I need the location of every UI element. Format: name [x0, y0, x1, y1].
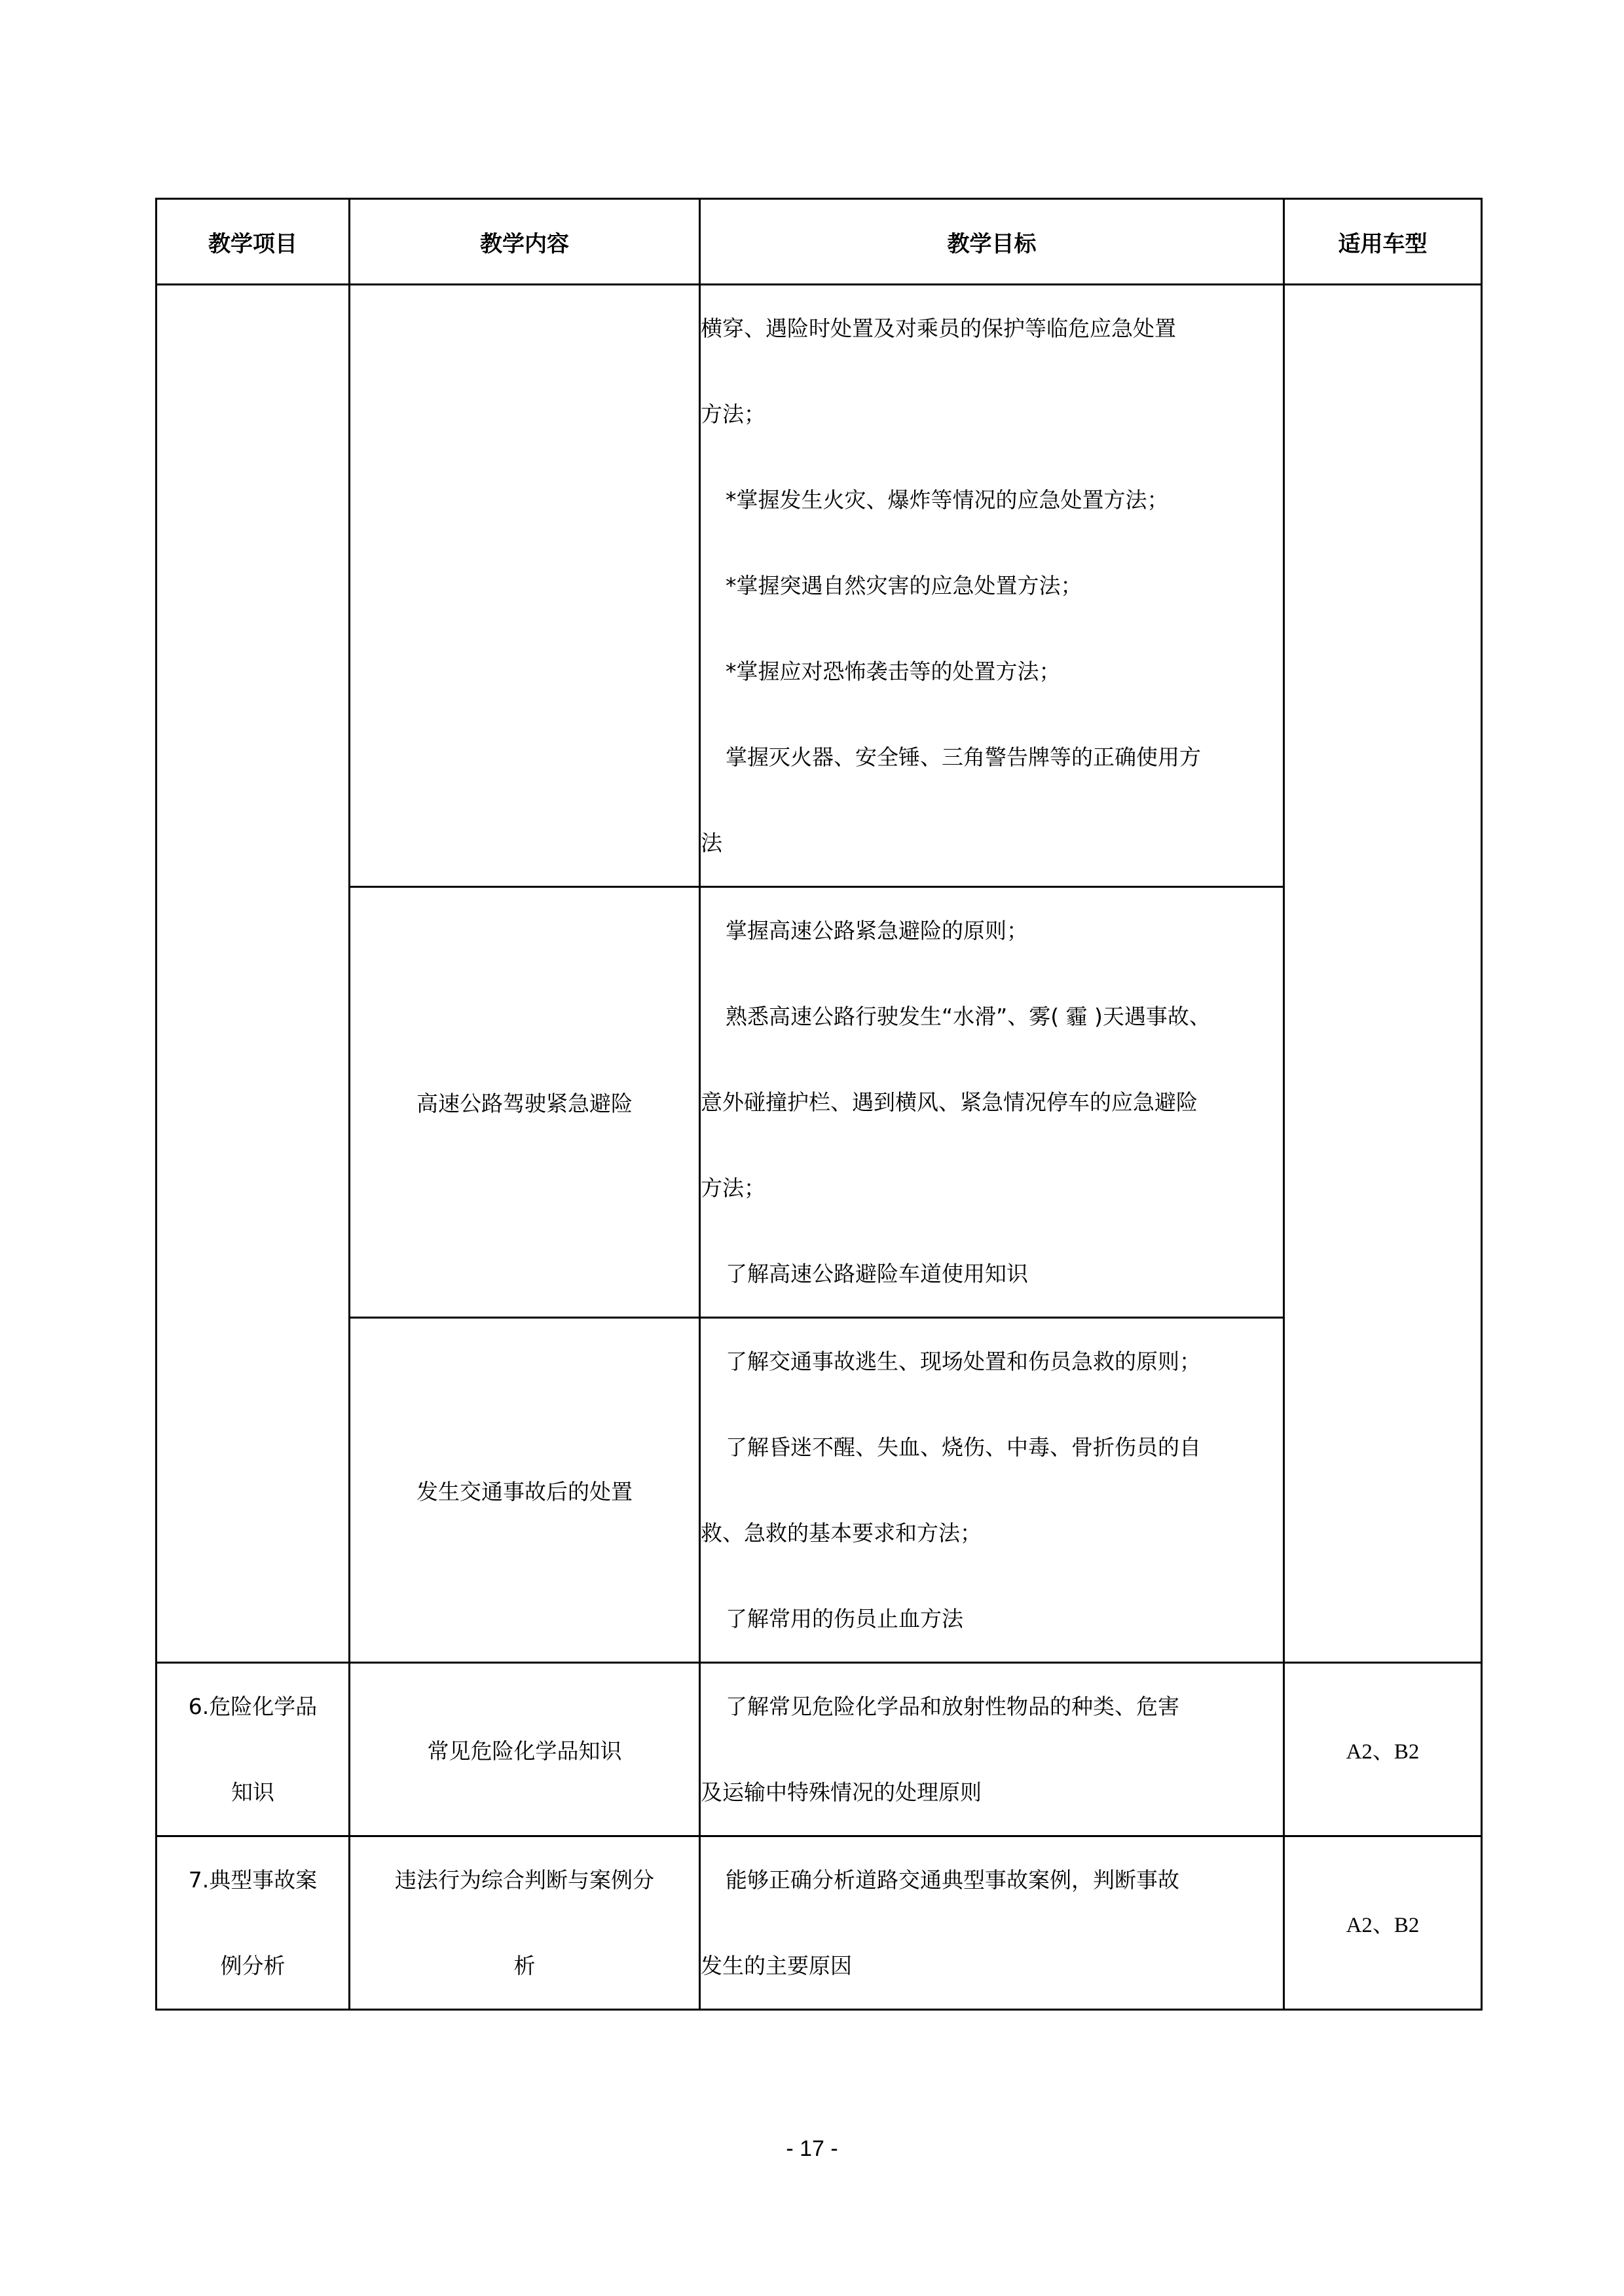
table-row: [157, 887, 1482, 1318]
goal-cell: [700, 1836, 1284, 2010]
goal-cell: [700, 887, 1284, 1318]
goal-line: 横穿、遇险时处置及对乘员的保护等临危应急处置: [701, 316, 1176, 341]
project-cell: [157, 1663, 350, 1836]
goal-line: 了解高速公路避险车道使用知识: [726, 1261, 1028, 1286]
table-row: [157, 285, 1482, 887]
goal-line: 方法；: [701, 1175, 766, 1201]
project-cell: [157, 1836, 350, 2010]
goal-line: 能够正确分析道路交通典型事故案例，判断事故: [726, 1867, 1179, 1893]
goal-line: *掌握应对恐怖袭击等的处置方法；: [726, 659, 1061, 684]
project-line: 知识: [231, 1779, 274, 1805]
page-number: - 17 -: [786, 2136, 838, 2161]
syllabus-table: [155, 198, 1483, 2011]
content-cell-empty: [350, 285, 700, 887]
goal-cell: [700, 1663, 1284, 1836]
project-cell-empty: [157, 285, 350, 1663]
goal-line: 了解常用的伤员止血方法: [726, 1606, 963, 1631]
content-line: 违法行为综合判断与案例分: [395, 1867, 654, 1893]
goal-cell: [700, 285, 1284, 887]
goal-line: 救、急救的基本要求和方法；: [701, 1520, 982, 1546]
goal-line: 熟悉高速公路行驶发生“水滑”、雾( 霾 )天遇事故、: [726, 1004, 1211, 1029]
goal-line: 了解常见危险化学品和放射性物品的种类、危害: [726, 1694, 1179, 1719]
vehicle-cell: A2、B2: [1284, 1836, 1482, 2010]
content-cell: 常见危险化学品知识: [350, 1663, 700, 1836]
goal-line: 了解交通事故逃生、现场处置和伤员急救的原则；: [726, 1349, 1201, 1374]
header-project: 教学项目: [157, 199, 350, 285]
content-cell: [350, 1836, 700, 2010]
content-cell: 发生交通事故后的处置: [350, 1318, 700, 1663]
goal-line: 及运输中特殊情况的处理原则: [701, 1779, 982, 1805]
goal-cell: [700, 1318, 1284, 1663]
header-vehicle: 适用车型: [1284, 199, 1482, 285]
project-line: 例分析: [220, 1953, 286, 1978]
table-header-row: [157, 199, 1482, 285]
table-row: [157, 1318, 1482, 1663]
header-content: 教学内容: [350, 199, 700, 285]
goal-line: 法: [701, 830, 722, 856]
goal-line: 方法；: [701, 401, 766, 427]
table-row: [157, 1663, 1482, 1836]
goal-line: 掌握高速公路紧急避险的原则；: [726, 918, 1028, 943]
header-goal: 教学目标: [700, 199, 1284, 285]
project-line: 7.典型事故案: [188, 1867, 318, 1893]
content-line: 析: [513, 1953, 536, 1978]
goal-line: 掌握灭火器、安全锤、三角警告牌等的正确使用方: [726, 744, 1201, 770]
goal-line: 发生的主要原因: [701, 1953, 852, 1978]
goal-line: *掌握突遇自然灾害的应急处置方法；: [726, 573, 1082, 598]
table-row: [157, 1836, 1482, 2010]
vehicle-cell-empty: [1284, 285, 1482, 1663]
goal-line: *掌握发生火灾、爆炸等情况的应急处置方法；: [726, 487, 1169, 513]
goal-line: 了解昏迷不醒、失血、烧伤、中毒、骨折伤员的自: [726, 1434, 1201, 1460]
project-line: 6.危险化学品: [188, 1694, 318, 1719]
vehicle-cell: A2、B2: [1284, 1663, 1482, 1836]
content-cell: 高速公路驾驶紧急避险: [350, 887, 700, 1318]
goal-line: 意外碰撞护栏、遇到横风、紧急情况停车的应急避险: [701, 1089, 1198, 1115]
